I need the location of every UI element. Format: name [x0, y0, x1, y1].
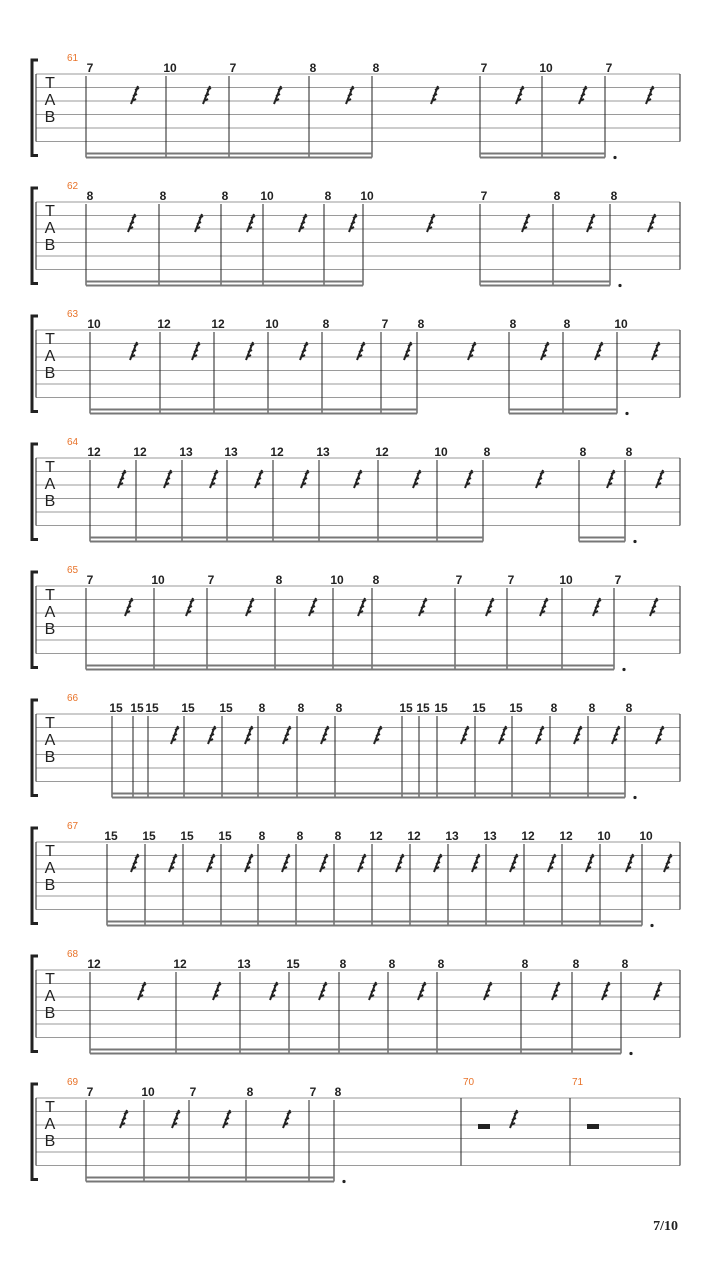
fret-number: 13 — [179, 445, 193, 459]
fret-number: 8 — [579, 445, 587, 459]
fret-number: 12 — [133, 445, 147, 459]
fret-number: 8 — [388, 957, 396, 971]
fret-number: 12 — [521, 829, 535, 843]
fret-number: 15 — [286, 957, 300, 971]
fret-number: 8 — [275, 573, 283, 587]
measure-number: 65 — [67, 565, 79, 576]
tab-system — [32, 821, 680, 927]
fret-number: 13 — [224, 445, 238, 459]
fret-number: 7 — [480, 189, 488, 203]
augmentation-dot — [625, 412, 628, 415]
fret-number: 8 — [246, 1085, 254, 1099]
fret-number: 12 — [87, 445, 101, 459]
fret-number: 10 — [87, 317, 101, 331]
augmentation-dot — [629, 1052, 632, 1055]
augmentation-dot — [618, 284, 621, 287]
fret-number: 8 — [437, 957, 445, 971]
fret-number: 8 — [509, 317, 517, 331]
whole-rest — [478, 1124, 490, 1129]
fret-number: 13 — [483, 829, 497, 843]
fret-number: 10 — [614, 317, 628, 331]
fret-number: 7 — [86, 61, 94, 75]
tab-clef-letter: B — [44, 749, 56, 766]
whole-rest — [587, 1124, 599, 1129]
tab-clef-letter: B — [44, 1133, 56, 1150]
tab-clef-letter: T — [45, 203, 55, 220]
fret-number: 12 — [270, 445, 284, 459]
fret-number: 15 — [434, 701, 448, 715]
tab-clef-letter: A — [44, 92, 56, 109]
tab-clef-letter: A — [44, 1116, 56, 1133]
tab-clef-letter: A — [44, 732, 56, 749]
tab-clef-letter: T — [45, 843, 55, 860]
fret-number: 7 — [189, 1085, 197, 1099]
fret-number: 12 — [211, 317, 225, 331]
fret-number: 8 — [625, 701, 633, 715]
fret-number: 8 — [588, 701, 596, 715]
fret-number: 15 — [416, 701, 430, 715]
fret-number: 8 — [334, 1085, 342, 1099]
fret-number: 15 — [399, 701, 413, 715]
fret-number: 8 — [372, 61, 380, 75]
fret-number: 7 — [507, 573, 515, 587]
fret-number: 8 — [483, 445, 491, 459]
tab-clef-letter: A — [44, 604, 56, 621]
fret-number: 8 — [258, 829, 266, 843]
fret-number: 7 — [480, 61, 488, 75]
fret-number: 15 — [509, 701, 523, 715]
tab-clef-letter: A — [44, 220, 56, 237]
fret-number: 10 — [434, 445, 448, 459]
fret-number: 7 — [455, 573, 463, 587]
fret-number: 8 — [417, 317, 425, 331]
fret-number: 7 — [207, 573, 215, 587]
tab-clef-letter: T — [45, 715, 55, 732]
fret-number: 10 — [265, 317, 279, 331]
tab-clef-letter: A — [44, 860, 56, 877]
fret-number: 7 — [605, 61, 613, 75]
tab-clef-letter: T — [45, 331, 55, 348]
measure-number: 66 — [67, 693, 79, 704]
fret-number: 8 — [521, 957, 529, 971]
tab-system — [32, 181, 680, 287]
tab-system — [32, 309, 680, 415]
tab-clef-letter: B — [44, 237, 56, 254]
tab-system — [32, 437, 680, 543]
fret-number: 10 — [559, 573, 573, 587]
fret-number: 8 — [334, 829, 342, 843]
fret-number: 10 — [539, 61, 553, 75]
fret-number: 10 — [639, 829, 653, 843]
fret-number: 8 — [297, 701, 305, 715]
measure-number: 62 — [67, 181, 79, 192]
fret-number: 8 — [86, 189, 94, 203]
fret-number: 8 — [258, 701, 266, 715]
fret-number: 10 — [597, 829, 611, 843]
fret-number: 8 — [572, 957, 580, 971]
fret-number: 10 — [330, 573, 344, 587]
fret-number: 12 — [369, 829, 383, 843]
tab-system — [32, 949, 680, 1055]
fret-number: 7 — [381, 317, 389, 331]
fret-number: 13 — [237, 957, 251, 971]
fret-number: 15 — [219, 701, 233, 715]
fret-number: 7 — [309, 1085, 317, 1099]
tab-clef-letter: B — [44, 493, 56, 510]
fret-number: 12 — [407, 829, 421, 843]
augmentation-dot — [633, 540, 636, 543]
tab-system — [32, 565, 680, 671]
fret-number: 7 — [86, 1085, 94, 1099]
tab-clef-letter: T — [45, 587, 55, 604]
fret-number: 8 — [324, 189, 332, 203]
fret-number: 8 — [550, 701, 558, 715]
fret-number: 8 — [159, 189, 167, 203]
fret-number: 12 — [157, 317, 171, 331]
fret-number: 15 — [109, 701, 123, 715]
augmentation-dot — [622, 668, 625, 671]
fret-number: 8 — [296, 829, 304, 843]
fret-number: 12 — [375, 445, 389, 459]
fret-number: 15 — [180, 829, 194, 843]
measure-number: 63 — [67, 309, 79, 320]
fret-number: 13 — [445, 829, 459, 843]
augmentation-dot — [342, 1180, 345, 1183]
tab-clef-letter: B — [44, 621, 56, 638]
fret-number: 10 — [151, 573, 165, 587]
fret-number: 15 — [181, 701, 195, 715]
fret-number: 15 — [472, 701, 486, 715]
fret-number: 15 — [145, 701, 159, 715]
fret-number: 7 — [229, 61, 237, 75]
fret-number: 8 — [335, 701, 343, 715]
tab-clef-letter: T — [45, 459, 55, 476]
tab-clef-letter: T — [45, 75, 55, 92]
measure-number: 67 — [67, 821, 79, 832]
fret-number: 8 — [322, 317, 330, 331]
tab-clef-letter: A — [44, 348, 56, 365]
fret-number: 10 — [260, 189, 274, 203]
tab-clef-letter: B — [44, 1005, 56, 1022]
measure-number: 61 — [67, 53, 79, 64]
fret-number: 8 — [625, 445, 633, 459]
fret-number: 7 — [614, 573, 622, 587]
fret-number: 8 — [309, 61, 317, 75]
fret-number: 12 — [87, 957, 101, 971]
fret-number: 8 — [563, 317, 571, 331]
tab-clef-letter: B — [44, 877, 56, 894]
fret-number: 12 — [559, 829, 573, 843]
fret-number: 10 — [163, 61, 177, 75]
measure-number: 69 — [67, 1077, 79, 1088]
tab-clef-letter: T — [45, 971, 55, 988]
fret-number: 8 — [339, 957, 347, 971]
tab-clef-letter: A — [44, 988, 56, 1005]
fret-number: 13 — [316, 445, 330, 459]
measure-number: 70 — [463, 1077, 475, 1088]
measure-number: 68 — [67, 949, 79, 960]
fret-number: 12 — [173, 957, 187, 971]
tab-clef-letter: B — [44, 109, 56, 126]
tab-clef-letter: B — [44, 365, 56, 382]
tab-clef-letter: A — [44, 476, 56, 493]
fret-number: 15 — [104, 829, 118, 843]
fret-number: 8 — [553, 189, 561, 203]
fret-number: 15 — [130, 701, 144, 715]
fret-number: 7 — [86, 573, 94, 587]
tab-system — [32, 1077, 680, 1183]
page-number: 7/10 — [653, 1219, 678, 1234]
tab-clef-letter: T — [45, 1099, 55, 1116]
augmentation-dot — [650, 924, 653, 927]
fret-number: 8 — [221, 189, 229, 203]
measure-number: 71 — [572, 1077, 584, 1088]
fret-number: 8 — [621, 957, 629, 971]
fret-number: 10 — [360, 189, 374, 203]
fret-number: 10 — [141, 1085, 155, 1099]
fret-number: 15 — [218, 829, 232, 843]
fret-number: 15 — [142, 829, 156, 843]
augmentation-dot — [613, 156, 616, 159]
fret-number: 8 — [372, 573, 380, 587]
tab-system — [32, 693, 680, 799]
fret-number: 8 — [610, 189, 618, 203]
tab-system — [32, 53, 680, 159]
augmentation-dot — [633, 796, 636, 799]
measure-number: 64 — [67, 437, 79, 448]
